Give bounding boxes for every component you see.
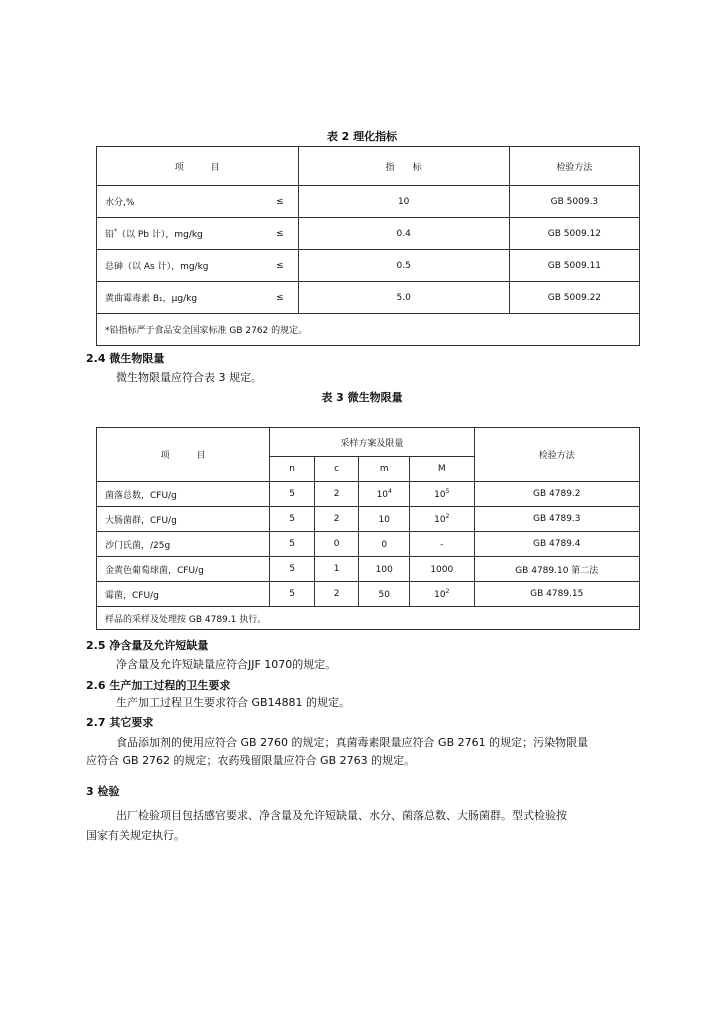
- section-2-6-text: 生产加工过程卫生要求符合 GB14881 的规定。: [116, 696, 351, 709]
- n-cell: 5: [270, 557, 315, 582]
- section-3-line1: 出厂检验项目包括感官要求、净含量及允许短缺量、水分、菌落总数、大肠菌群。型式检验按: [116, 809, 567, 822]
- table-row: [97, 186, 640, 218]
- header-c: c: [314, 457, 359, 482]
- table-row: [97, 507, 640, 532]
- m-cell: $10^4$: [359, 482, 410, 507]
- method-cell: GB 4789.4: [474, 532, 639, 557]
- section-2-7-heading: 2.7 其它要求: [86, 716, 154, 729]
- method-cell: GB 5009.11: [509, 250, 639, 282]
- method-cell: GB 4789.15: [474, 582, 639, 607]
- section-3-line2: 国家有关规定执行。: [86, 829, 185, 842]
- item-label: 金黄色葡萄球菌，CFU/g: [105, 565, 204, 576]
- m-cell: 0: [359, 532, 410, 557]
- table-row: [97, 250, 640, 282]
- method-cell: GB 4789.2: [474, 482, 639, 507]
- section-2-5-text: 净含量及允许短缺量应符合JJF 1070的规定。: [116, 658, 337, 671]
- method-cell: GB 4789.10 第二法: [474, 557, 639, 582]
- item-label: 黄曲霉毒素 B₁，μg/kg: [105, 294, 198, 304]
- c-cell: 0: [314, 532, 359, 557]
- item-label: 铅*（以 Pb 计），mg/kg: [105, 228, 203, 240]
- M-cell: 1000: [410, 557, 475, 582]
- table-row: [97, 218, 640, 250]
- header-m: m: [359, 457, 410, 482]
- m-cell: 50: [359, 582, 410, 607]
- M-cell: $10^2$: [410, 507, 475, 532]
- table2-header-method: 检验方法: [509, 147, 639, 186]
- operator: ≤: [275, 228, 284, 239]
- m-cell: 100: [359, 557, 410, 582]
- table2-header-item: 项 目: [97, 147, 299, 186]
- M-cell: $10^5$: [410, 482, 475, 507]
- section-2-6-heading: 2.6 生产加工过程的卫生要求: [86, 679, 231, 692]
- value-cell: 5.0: [298, 282, 509, 314]
- table2-note: *铅指标严于食品安全国家标准 GB 2762 的规定。: [97, 314, 640, 346]
- c-cell: 1: [314, 557, 359, 582]
- header-n: n: [270, 457, 315, 482]
- method-cell: GB 5009.12: [509, 218, 639, 250]
- method-cell: GB 5009.22: [509, 282, 639, 314]
- c-cell: 2: [314, 482, 359, 507]
- method-cell: GB 5009.3: [509, 186, 639, 218]
- m-cell: 10: [359, 507, 410, 532]
- table-row: [97, 282, 640, 314]
- table2-title: 表 2 理化指标: [326, 130, 398, 143]
- table-row: [97, 482, 640, 507]
- operator: ≤: [275, 196, 284, 207]
- item-label: 菌落总数，CFU/g: [105, 490, 177, 501]
- table3: [96, 427, 640, 630]
- section-2-7-line1: 食品添加剂的使用应符合 GB 2760 的规定；真菌毒素限量应符合 GB 2761 的规定；污染物限量: [116, 736, 589, 749]
- operator: ≤: [275, 260, 284, 271]
- n-cell: 5: [270, 482, 315, 507]
- table3-header-method: 检验方法: [474, 428, 639, 482]
- table3-header-plan: 采样方案及限量: [270, 428, 474, 457]
- table3-note: 样品的采样及处理按 GB 4789.1 执行。: [97, 607, 640, 630]
- value-cell: 0.5: [298, 250, 509, 282]
- c-cell: 2: [314, 582, 359, 607]
- method-cell: GB 4789.3: [474, 507, 639, 532]
- value-cell: 0.4: [298, 218, 509, 250]
- table-row: [97, 582, 640, 607]
- item-label: 总砷（以 As 计），mg/kg: [105, 262, 209, 272]
- operator: ≤: [275, 292, 284, 303]
- item-label: 大肠菌群，CFU/g: [105, 515, 177, 526]
- section-2-7-line2: 应符合 GB 2762 的规定；农药残留限量应符合 GB 2763 的规定。: [86, 754, 416, 767]
- item-label: 霉菌，CFU/g: [105, 590, 159, 601]
- header-M: M: [410, 457, 475, 482]
- table2: [96, 146, 640, 346]
- table3-header-item: 项 目: [97, 428, 270, 482]
- c-cell: 2: [314, 507, 359, 532]
- n-cell: 5: [270, 507, 315, 532]
- M-cell: $10^2$: [410, 582, 475, 607]
- item-label: 水分,%: [105, 198, 135, 208]
- section-2-4-text: 微生物限量应符合表 3 规定。: [116, 371, 262, 384]
- n-cell: 5: [270, 582, 315, 607]
- table-row: [97, 532, 640, 557]
- table-row: [97, 557, 640, 582]
- section-2-5-heading: 2.5 净含量及允许短缺量: [86, 639, 209, 652]
- item-label: 沙门氏菌，/25g: [105, 540, 171, 551]
- n-cell: 5: [270, 532, 315, 557]
- value-cell: 10: [298, 186, 509, 218]
- table2-header-value: 指 标: [298, 147, 509, 186]
- table3-title: 表 3 微生物限量: [321, 391, 403, 404]
- section-2-4-heading: 2.4 微生物限量: [86, 352, 165, 365]
- M-cell: -: [410, 532, 475, 557]
- section-3-heading: 3 检验: [86, 785, 120, 798]
